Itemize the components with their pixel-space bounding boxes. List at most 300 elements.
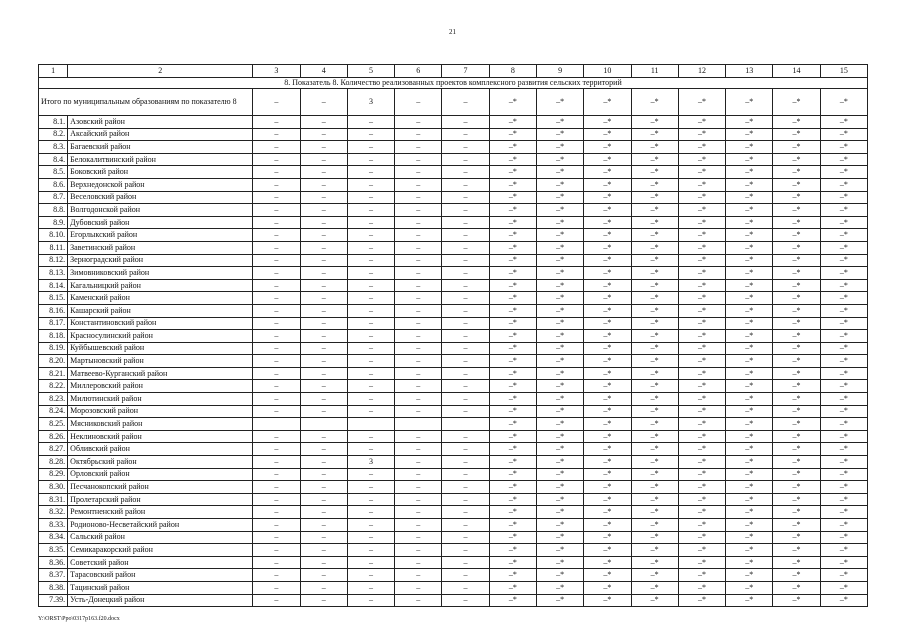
cell-value: –: [300, 216, 347, 229]
cell-value: –*: [678, 178, 725, 191]
cell-value: –: [347, 393, 394, 406]
cell-value: –*: [584, 141, 631, 154]
row-number: 8.25.: [39, 418, 68, 431]
table-row: [39, 443, 868, 456]
cell-value: –: [442, 241, 489, 254]
cell-value: –*: [584, 430, 631, 443]
table-row: [39, 178, 868, 191]
cell-value: –*: [489, 443, 536, 456]
cell-value: –*: [489, 367, 536, 380]
cell-value: –: [300, 493, 347, 506]
cell-value: –: [395, 267, 442, 280]
cell-value: –*: [820, 330, 867, 343]
cell-value: –: [253, 367, 300, 380]
cell-value: –: [395, 493, 442, 506]
cell-value: –: [300, 481, 347, 494]
cell-value: –*: [726, 279, 773, 292]
cell-value: –: [253, 355, 300, 368]
row-number: 8.32.: [39, 506, 68, 519]
column-number: 11: [631, 65, 678, 78]
table-row: [39, 216, 868, 229]
district-name: Боковский район: [68, 166, 253, 179]
cell-value: –: [442, 116, 489, 129]
row-number: 8.9.: [39, 216, 68, 229]
district-name: Азовский район: [68, 116, 253, 129]
cell-value: –: [395, 581, 442, 594]
cell-value: –*: [820, 393, 867, 406]
cell-value: –: [253, 393, 300, 406]
cell-value: –: [442, 544, 489, 557]
cell-value: –*: [678, 153, 725, 166]
table-row: [39, 430, 868, 443]
cell-value: –*: [584, 204, 631, 217]
cell-value: –*: [536, 279, 583, 292]
cell-value: –: [253, 330, 300, 343]
cell-value: –*: [773, 367, 820, 380]
cell-value: –*: [726, 241, 773, 254]
column-number: 2: [68, 65, 253, 78]
cell-value: –: [347, 216, 394, 229]
cell-value: –: [442, 506, 489, 519]
cell-value: –*: [726, 267, 773, 280]
cell-value: –*: [820, 116, 867, 129]
cell-value: –*: [726, 292, 773, 305]
table-row: [39, 128, 868, 141]
cell-value: –*: [678, 342, 725, 355]
cell-value: –*: [773, 153, 820, 166]
cell-value: –*: [631, 204, 678, 217]
cell-value: –: [395, 342, 442, 355]
cell-value: –*: [820, 506, 867, 519]
cell-value: –: [253, 267, 300, 280]
cell-value: –*: [726, 418, 773, 431]
cell-value: –: [300, 443, 347, 456]
cell-value: –*: [773, 443, 820, 456]
table-row: [39, 493, 868, 506]
cell-value: –*: [678, 304, 725, 317]
cell-value: –*: [584, 506, 631, 519]
cell-value: –*: [631, 292, 678, 305]
row-number: 8.20.: [39, 355, 68, 368]
cell-value: –*: [489, 229, 536, 242]
cell-value: –: [253, 594, 300, 607]
cell-value: –*: [631, 128, 678, 141]
cell-value: –: [442, 342, 489, 355]
cell-value: –*: [820, 493, 867, 506]
table-row: [39, 317, 868, 330]
cell-value: –*: [584, 166, 631, 179]
cell-value: –: [347, 556, 394, 569]
cell-value: –*: [678, 128, 725, 141]
district-name: Багаевский район: [68, 141, 253, 154]
district-name: Кагальницкий район: [68, 279, 253, 292]
cell-value: –*: [536, 506, 583, 519]
cell-value: –: [253, 506, 300, 519]
cell-value: –*: [726, 380, 773, 393]
cell-value: –*: [773, 355, 820, 368]
total-value: –: [253, 89, 300, 116]
cell-value: –*: [726, 191, 773, 204]
cell-value: –*: [631, 405, 678, 418]
cell-value: –*: [489, 116, 536, 129]
cell-value: –: [300, 367, 347, 380]
indicator-table: [38, 64, 868, 607]
total-value: –*: [773, 89, 820, 116]
cell-value: –*: [726, 519, 773, 532]
cell-value: –*: [536, 153, 583, 166]
cell-value: –*: [536, 430, 583, 443]
district-name: Мартыновский район: [68, 355, 253, 368]
table-row: [39, 279, 868, 292]
total-value: 3: [347, 89, 394, 116]
cell-value: –*: [536, 481, 583, 494]
cell-value: –: [300, 342, 347, 355]
cell-value: –*: [631, 519, 678, 532]
cell-value: –: [395, 254, 442, 267]
cell-value: –: [442, 569, 489, 582]
row-number: 8.10.: [39, 229, 68, 242]
cell-value: –*: [773, 544, 820, 557]
cell-value: –: [300, 456, 347, 469]
cell-value: –: [442, 128, 489, 141]
cell-value: –*: [773, 531, 820, 544]
cell-value: –*: [773, 241, 820, 254]
cell-value: –*: [678, 519, 725, 532]
cell-value: –*: [489, 279, 536, 292]
cell-value: –: [442, 443, 489, 456]
cell-value: –: [395, 216, 442, 229]
table-row: [39, 556, 868, 569]
cell-value: –*: [726, 178, 773, 191]
cell-value: –*: [678, 393, 725, 406]
table-row: [39, 342, 868, 355]
cell-value: –*: [726, 254, 773, 267]
cell-value: –*: [773, 481, 820, 494]
cell-value: –: [253, 531, 300, 544]
cell-value: –*: [489, 544, 536, 557]
cell-value: [395, 418, 442, 431]
cell-value: –*: [489, 468, 536, 481]
cell-value: –*: [536, 178, 583, 191]
cell-value: –*: [631, 468, 678, 481]
cell-value: –*: [631, 380, 678, 393]
cell-value: –: [395, 405, 442, 418]
cell-value: –*: [726, 204, 773, 217]
table-row: [39, 229, 868, 242]
cell-value: –: [395, 594, 442, 607]
table-row: [39, 393, 868, 406]
cell-value: –*: [773, 393, 820, 406]
cell-value: –*: [584, 544, 631, 557]
cell-value: –: [442, 191, 489, 204]
cell-value: –*: [678, 468, 725, 481]
cell-value: –*: [584, 304, 631, 317]
cell-value: –: [442, 519, 489, 532]
cell-value: –*: [773, 456, 820, 469]
cell-value: –*: [631, 191, 678, 204]
cell-value: –: [347, 254, 394, 267]
district-name: Егорлыкский район: [68, 229, 253, 242]
cell-value: –: [253, 204, 300, 217]
cell-value: –*: [489, 430, 536, 443]
cell-value: –: [442, 330, 489, 343]
cell-value: –*: [631, 216, 678, 229]
cell-value: –: [442, 254, 489, 267]
total-value: –*: [726, 89, 773, 116]
district-name: Родионово-Несветайский район: [68, 519, 253, 532]
cell-value: –*: [489, 166, 536, 179]
cell-value: –*: [726, 342, 773, 355]
district-name: Верхнедонской район: [68, 178, 253, 191]
district-name: Усть-Донецкий район: [68, 594, 253, 607]
cell-value: –*: [536, 468, 583, 481]
cell-value: –*: [536, 141, 583, 154]
cell-value: –: [442, 556, 489, 569]
cell-value: –*: [820, 204, 867, 217]
table-row: [39, 330, 868, 343]
cell-value: –: [253, 581, 300, 594]
cell-value: –: [253, 405, 300, 418]
column-number: 3: [253, 65, 300, 78]
row-number: 8.18.: [39, 330, 68, 343]
cell-value: –*: [489, 380, 536, 393]
cell-value: –*: [536, 191, 583, 204]
cell-value: –*: [489, 594, 536, 607]
cell-value: –*: [678, 317, 725, 330]
district-name: Октябрьский район: [68, 456, 253, 469]
cell-value: –*: [631, 153, 678, 166]
cell-value: –*: [631, 116, 678, 129]
row-number: 8.5.: [39, 166, 68, 179]
cell-value: –*: [678, 443, 725, 456]
table-row: [39, 116, 868, 129]
cell-value: –: [253, 556, 300, 569]
cell-value: –: [442, 355, 489, 368]
cell-value: –*: [726, 468, 773, 481]
cell-value: –: [300, 191, 347, 204]
cell-value: –*: [773, 468, 820, 481]
row-number: 8.6.: [39, 178, 68, 191]
cell-value: –*: [536, 292, 583, 305]
table-row: [39, 481, 868, 494]
cell-value: –*: [489, 393, 536, 406]
cell-value: –: [253, 569, 300, 582]
cell-value: 3: [347, 456, 394, 469]
cell-value: –*: [773, 556, 820, 569]
cell-value: –*: [584, 418, 631, 431]
cell-value: –: [300, 254, 347, 267]
cell-value: –*: [536, 317, 583, 330]
cell-value: –*: [820, 367, 867, 380]
cell-value: –*: [584, 153, 631, 166]
cell-value: –*: [631, 430, 678, 443]
cell-value: –: [395, 279, 442, 292]
table-row: [39, 267, 868, 280]
cell-value: –: [442, 531, 489, 544]
cell-value: –*: [536, 594, 583, 607]
column-number: 13: [726, 65, 773, 78]
district-name: Зимовниковский район: [68, 267, 253, 280]
row-number: 8.11.: [39, 241, 68, 254]
table-row: [39, 241, 868, 254]
cell-value: –*: [678, 279, 725, 292]
cell-value: –: [347, 292, 394, 305]
cell-value: –: [442, 216, 489, 229]
cell-value: –*: [631, 506, 678, 519]
column-number: 15: [820, 65, 867, 78]
cell-value: –: [300, 317, 347, 330]
table-row: [39, 153, 868, 166]
cell-value: –: [442, 468, 489, 481]
cell-value: –: [300, 544, 347, 557]
cell-value: –*: [820, 443, 867, 456]
cell-value: –*: [536, 254, 583, 267]
cell-value: –: [347, 304, 394, 317]
cell-value: –*: [631, 279, 678, 292]
cell-value: –*: [584, 531, 631, 544]
cell-value: –: [395, 317, 442, 330]
cell-value: –*: [773, 493, 820, 506]
cell-value: –*: [820, 241, 867, 254]
cell-value: –*: [678, 204, 725, 217]
row-number: 8.13.: [39, 267, 68, 280]
column-number: 9: [536, 65, 583, 78]
total-value: –*: [489, 89, 536, 116]
cell-value: –*: [584, 405, 631, 418]
cell-value: –: [395, 456, 442, 469]
cell-value: –*: [820, 279, 867, 292]
cell-value: –*: [631, 556, 678, 569]
cell-value: –*: [536, 355, 583, 368]
cell-value: –*: [726, 330, 773, 343]
cell-value: –: [300, 569, 347, 582]
cell-value: –*: [489, 481, 536, 494]
cell-value: –*: [584, 116, 631, 129]
cell-value: –: [300, 204, 347, 217]
table-row: [39, 304, 868, 317]
cell-value: –: [347, 153, 394, 166]
cell-value: –*: [489, 254, 536, 267]
cell-value: –*: [773, 581, 820, 594]
cell-value: –*: [678, 216, 725, 229]
cell-value: –*: [489, 506, 536, 519]
cell-value: –*: [820, 519, 867, 532]
cell-value: –*: [726, 166, 773, 179]
cell-value: –*: [726, 393, 773, 406]
cell-value: –*: [678, 418, 725, 431]
cell-value: –: [395, 569, 442, 582]
cell-value: –: [347, 569, 394, 582]
cell-value: –: [347, 267, 394, 280]
cell-value: –*: [820, 531, 867, 544]
district-name: Мясниковский район: [68, 418, 253, 431]
cell-value: –*: [678, 330, 725, 343]
cell-value: –: [253, 519, 300, 532]
cell-value: –*: [536, 531, 583, 544]
cell-value: –*: [773, 216, 820, 229]
cell-value: –*: [584, 267, 631, 280]
table-row: [39, 581, 868, 594]
cell-value: –*: [726, 128, 773, 141]
cell-value: –*: [726, 355, 773, 368]
table-row: [39, 519, 868, 532]
district-name: Сальский район: [68, 531, 253, 544]
cell-value: –*: [584, 229, 631, 242]
row-number: 8.7.: [39, 191, 68, 204]
row-number: 8.31.: [39, 493, 68, 506]
district-name: Заветинский район: [68, 241, 253, 254]
cell-value: –: [347, 430, 394, 443]
district-name: Советский район: [68, 556, 253, 569]
cell-value: –*: [773, 430, 820, 443]
cell-value: –*: [820, 456, 867, 469]
cell-value: –*: [489, 405, 536, 418]
district-name: Дубовский район: [68, 216, 253, 229]
cell-value: –*: [773, 128, 820, 141]
district-name: Миллеровский район: [68, 380, 253, 393]
cell-value: –*: [726, 430, 773, 443]
cell-value: –: [347, 342, 394, 355]
cell-value: –*: [536, 216, 583, 229]
cell-value: –: [253, 430, 300, 443]
cell-value: –*: [489, 330, 536, 343]
row-number: 8.36.: [39, 556, 68, 569]
file-path: Y:\ORST\Ppo\0317p163.f20.docx: [38, 616, 120, 622]
cell-value: –: [300, 292, 347, 305]
district-name: Кашарский район: [68, 304, 253, 317]
cell-value: –*: [820, 581, 867, 594]
cell-value: –*: [820, 166, 867, 179]
cell-value: –*: [536, 241, 583, 254]
cell-value: –: [253, 229, 300, 242]
row-number: 8.27.: [39, 443, 68, 456]
cell-value: –*: [678, 531, 725, 544]
cell-value: –*: [678, 166, 725, 179]
cell-value: –: [347, 443, 394, 456]
cell-value: –: [347, 178, 394, 191]
cell-value: –*: [489, 342, 536, 355]
cell-value: –*: [631, 342, 678, 355]
row-number: 8.38.: [39, 581, 68, 594]
cell-value: –*: [584, 481, 631, 494]
cell-value: –: [442, 166, 489, 179]
cell-value: –*: [820, 418, 867, 431]
cell-value: –*: [489, 581, 536, 594]
district-name: Семикаракорский район: [68, 544, 253, 557]
cell-value: –: [347, 481, 394, 494]
cell-value: –: [300, 128, 347, 141]
cell-value: –*: [820, 342, 867, 355]
cell-value: –: [395, 330, 442, 343]
cell-value: –: [347, 355, 394, 368]
cell-value: –: [442, 581, 489, 594]
cell-value: –*: [678, 229, 725, 242]
cell-value: [347, 418, 394, 431]
row-number: 8.21.: [39, 367, 68, 380]
cell-value: –: [395, 367, 442, 380]
cell-value: –*: [489, 493, 536, 506]
row-number: 8.29.: [39, 468, 68, 481]
row-number: 7.39.: [39, 594, 68, 607]
column-number: 8: [489, 65, 536, 78]
cell-value: –*: [773, 405, 820, 418]
cell-value: –*: [678, 581, 725, 594]
cell-value: [300, 418, 347, 431]
cell-value: –*: [536, 405, 583, 418]
cell-value: –*: [536, 581, 583, 594]
table-row: [39, 405, 868, 418]
cell-value: –*: [631, 355, 678, 368]
